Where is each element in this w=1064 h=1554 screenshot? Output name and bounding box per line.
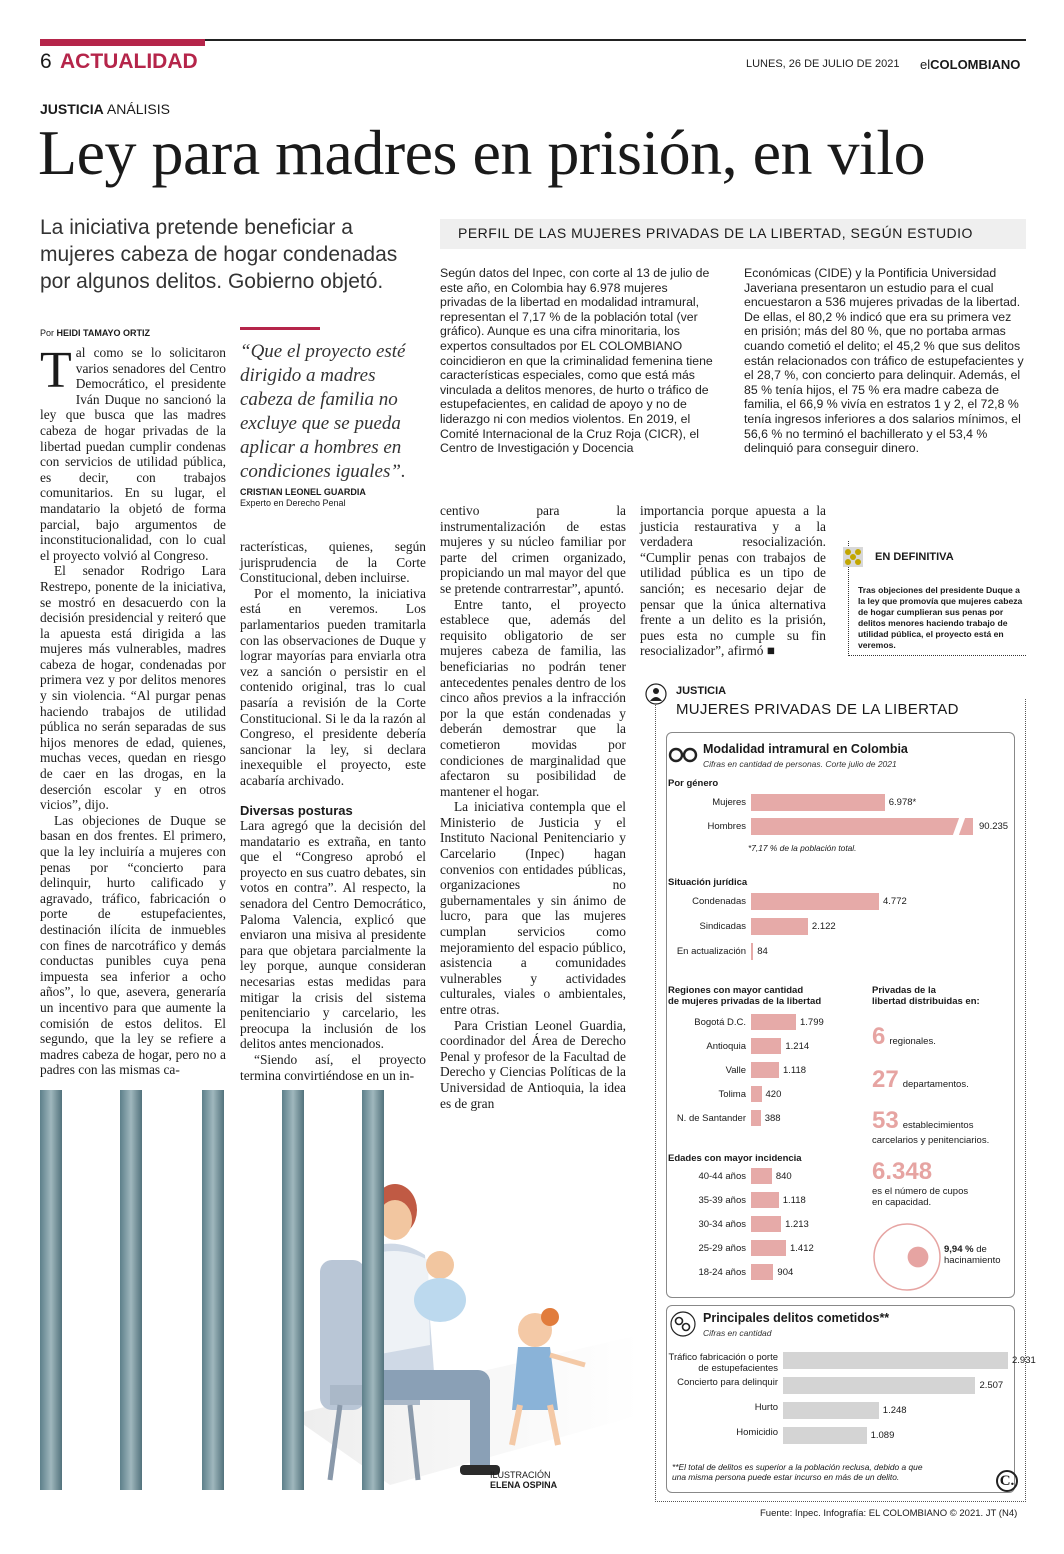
bar-value: 2.122 [811,921,836,932]
paragraph: “Siendo así, el proyecto termina convirtiéndose en un in- [240,1052,426,1083]
delitos-subtitle: Cifras en cantidad [703,1328,772,1338]
bar-value: 4.772 [883,896,907,907]
bar-label: Mujeres [712,797,746,808]
quote-author: CRISTIAN LEONEL GUARDIA [240,487,366,497]
paragraph: Para Cristian Leonel Guardia, coordinador del Área de Derecho Penal y profesor de la Facultad de Derecho y Ciencias Políticas de la Universidad de Antioquia, la idea es de gran [440,1017,626,1111]
genero-chart [668,794,1013,838]
drop-cap: T [40,342,72,399]
situacion-chart [668,893,1013,965]
delitos-title: Principales delitos cometidos** [703,1311,890,1325]
perfil-text-left: Según datos del Inpec, con corte al 13 de julio de este año, en Colombia hay 6.978 mujeres privadas de la libertad en modalidad intramural, representan el 7,17 % de la población total (ver gráfico). Aunque es una cifra minoritaria, los expertos consultados por EL COLOMBIANO coincidieron en que la criminalidad femenina tiene características especiales, como que está más vinculada a delitos menores, de hurto o tráfico de estupefacientes, en calidad de apoyo y no de liderazgo ni con medios violentos. En 2019, el Comité Internacional de la Cruz Roja (CICR), el Centro de Investigación y Docencia [440,266,713,456]
paragraph: Lara agregó que la decisión del mandatario es extraña, en tanto que el “Congreso aprobó el proyecto en sus cuatro debates, sin votos en contra”. Al respecto, la senadora del Centro Democrático, Paloma Valencia, explicó que enviaron una misiva al presidente para que objetara parcialmente la ley porque, aunque consideran necesarias estas medidas para mitigar la crisis del sistema penitenciario y carcelario, les preocupa la inclusión de los delitos antes mencionados. [240,818,426,1052]
bar-label: Tráfico fabricación o porte de estupefacientes [668,1352,778,1374]
bar-label: 25-29 años [698,1243,746,1254]
section-name: ACTUALIDAD [60,50,198,73]
bar [783,1352,1008,1369]
perfil-text-right: Económicas (CIDE) y la Pontificia Universidad Javeriana presentaron un estudio para el cual encuestaron a 536 mujeres privadas de la libertad. De ellas, el 80,2 % indicó que era su primera vez en prisión; más del 80 %, que no portaba armas cuando cometió el delito; el 45,2 % que sus delitos están relacionados con tráfico de estupefacientes y el 28,7 %, con concierto para delinquir. Además, el 85 % tenía hijos, el 75 % era madre cabeza de familia, el 66,9 % vivía en estratos 1 y 2, el 72,8 % tenía ingresos inferiores a dos salarios mínimos, el 56,6 % no terminó el bachillerato y el 53,4 % delinquió para conseguir dinero. [744,266,1024,456]
paragraph: racterísticas, quienes, según jurisprudencia de la Corte Constitucional, deben incluirse. [240,539,426,586]
bar [751,893,879,910]
illustration-credit: ILUSTRACIÓN ELENA OSPINA [490,1470,558,1490]
paragraph: Entre tanto, el proyecto establece que, además del requisito obligatorio de ser mujeres cabeza de familia, las beneficiarias no podrán tener antecedentes penales dentro de los cinco años previos a la infracción por la que están condenadas y deberán demostrar que la cometieron movidas por condiciones de marginalidad que afectaron su posibilidad de mantener el hogar. [440,596,626,799]
en-definitiva-text: Tras objeciones del presidente Duque a la ley que promovía que mujeres cabeza de hogar cumplieran sus penas por delitos menores haciendo trabajo de utilidad pública, el proyecto está en veremos. [858,585,1023,650]
regiones-chart [668,1014,858,1134]
distribucion-item: 6.348 es el número de cupos en capacidad. [872,1158,969,1208]
pull-quote: “Que el proyecto esté dirigido a madres cabeza de familia no excluye que se pueda aplicar a hombres en condiciones iguales”. [240,341,406,482]
bar [751,943,753,960]
hacinamiento-ring [874,1224,940,1290]
handcuffs-icon [668,745,698,765]
bar-value: 840 [775,1170,792,1182]
bar-label: Sindicadas [699,921,746,932]
bar [783,1427,867,1444]
paragraph: Por el momento, la iniciativa está en veremos. Los parlamentarios pueden tramitarla con las observaciones de Duque y lograr mayorías para enviarla otra vez a sanción o persistir en el contenido original, tras lo cual pasaría a revisión de la Corte Constitucional. Si le da la razón al Congreso, el presidente debería sancionar la ley, si declara inexequible el proyecto, este acabaría archivado. [240,585,426,788]
hacinamiento-chart [872,1222,942,1292]
paragraph: Las objeciones de Duque se basan en dos frentes. El primero, que la ley incluiría a mujeres con penas por “concierto para delinquir, hurto calificado y agravado, tráfico, fabricación o porte de estupefacientes, destinación ilícita de inmuebles con fines de narcotráfico y demás conductas punibles cuya pena impuesta sea inferior a ocho años”, lo que, asevera, generaría un incentivo para que aumente la comisión de estos delitos. El segundo, que la ley se refiere a madres cabeza de hogar, pero no a padres con las mismas ca- [40,812,226,1078]
bar-value: 2.931 [1012,1355,1036,1366]
bar-label: Bogotá D.C. [694,1017,746,1028]
paragraph: centivo para la instrumentalización de estas mujeres y su núcleo familiar por parte del crimen organizado, propiciando un mal mayor del que se pretende contrarrestar”, apuntó. [440,503,626,596]
bar-label: Hurto [754,1402,778,1413]
puzzle-icon [842,546,864,568]
perfil-title: PERFIL DE LAS MUJERES PRIVADAS DE LA LIBERTAD, SEGÚN ESTUDIO [458,225,973,241]
bar [751,1168,772,1184]
en-definitiva-title: EN DEFINITIVA [875,551,954,563]
bar-value: 1.118 [782,1064,807,1076]
bar [751,1014,796,1030]
bar-value: 6.978* [888,797,917,808]
infographic-title: MUJERES PRIVADAS DE LA LIBERTAD [676,701,959,718]
hacinamiento-dot [908,1247,929,1268]
bar [751,1264,773,1280]
paragraph: importancia porque apuesta a la justicia restaurativa y a la verdadera resocialización. “Cumplir penas con trabajos de utilidad pública es un tipo de sanción; es necesario dejar de pensar que la única alternativa frente a un delito es la prisión, pues esta no cumple su fin resocializador”, afirmó ■ [640,503,826,659]
bar-label: Tolima [718,1089,746,1100]
bar [751,794,885,811]
paragraph: Tal como se lo solicitaron varios senadores del Centro Democrático, el presidente Iván Duque no sancionó la ley que busca que las madres cabeza de hogar privadas de la libertad puedan cumplir condenas con servicios de utilidad pública, es decir, con trabajos comunitarios. En su lugar, el mandatario la objetó de forma parcial, bajo argumentos de inconstitucionalidad, con lo cual el proyecto volvió al Congreso. [40,342,226,563]
bar-label: N. de Santander [676,1113,746,1124]
bar [751,918,808,935]
distribucion-item: 53 establecimientos carcelarios y penitenciarios. [872,1107,990,1146]
bar-label: 18-24 años [698,1267,746,1278]
bar-label: 35-39 años [698,1195,746,1206]
bar [751,1192,779,1208]
modalidad-title: Modalidad intramural en Colombia [703,742,908,756]
distribucion-item: 6 regionales. [872,1023,936,1050]
infographic-kicker: JUSTICIA [676,685,727,697]
bar-label: 40-44 años [698,1171,746,1182]
bar-value: 1.412 [790,1242,814,1254]
bar [783,1377,975,1394]
person-icon [645,683,667,705]
article-kicker: JUSTICIA ANÁLISIS [40,101,170,117]
bar-value: 84 [757,946,768,957]
regiones-heading: Regiones con mayor cantidad de mujeres privadas de la libertad [668,985,822,1007]
gears-icon [670,1311,696,1337]
hacinamiento-label: 9,94 % de hacinamiento [944,1244,1001,1266]
delitos-chart [668,1352,1036,1452]
modalidad-subtitle: Cifras en cantidad de personas. Corte julio de 2021 [703,759,897,769]
article-column-4 [640,503,826,659]
bar-value: 2.507 [979,1380,1004,1391]
byline: Por HEIDI TAMAYO ORTIZ [40,328,151,338]
headline: Ley para madres en prisión, en vilo [38,117,926,188]
genero-note: *7,17 % de la población total. [748,843,857,853]
quote-rule [240,327,320,330]
article-column-3 [440,503,626,1111]
bar-value: 904 [777,1266,794,1278]
page-number: 6 [40,50,52,73]
bar-label: Antioquia [706,1041,746,1052]
bar-value: 420 [765,1088,782,1100]
edades-heading: Edades con mayor incidencia [668,1153,802,1164]
bar [751,1086,762,1102]
situacion-heading: Situación jurídica [668,877,748,888]
paragraph: La iniciativa contempla que el Ministerio de Justicia y el Instituto Nacional Penitenciario y Carcelario (Inpec) hagan convenios con entidades públicas, organizaciones no gubernamentales y sin ánimo de lucro, para que las mujeres cumplan servicios como mejoramiento del espacio público, asistencia a comunidades vulnerables y actividades culturales, viales o ambientales, entre otras. [440,799,626,1017]
bar-label: En actualización [676,946,746,957]
bar-label: Homicidio [736,1427,778,1438]
bar-label: Condenadas [692,896,746,907]
delitos-note: **El total de delitos es superior a la población reclusa, debido a que una misma persona puede estar incurso en más de un delito. [672,1462,923,1482]
bar-value: 388 [764,1112,781,1124]
subhead: Diversas posturas [240,802,353,818]
colombiano-logo: C. [996,1470,1018,1492]
bar-label: 30-34 años [698,1219,746,1230]
bar-label: Hombres [707,821,746,832]
bar-value: 1.118 [782,1194,806,1206]
perfil-title-bar [440,219,1026,249]
bar [751,1240,786,1256]
article-column-1 [40,342,226,1078]
bar [751,1062,779,1078]
bar-value: 1.089 [870,1430,895,1441]
bar [751,818,973,835]
publication-date: LUNES, 26 DE JULIO DE 2021 [746,58,900,70]
bar-value: 1.799 [800,1016,824,1028]
bar-label: Valle [725,1065,746,1076]
bar-value: 1.248 [882,1405,907,1416]
distribucion-item: 27 departamentos. [872,1066,969,1093]
genero-heading: Por género [668,778,719,789]
quote-author-role: Experto en Derecho Penal [240,498,346,508]
bar [751,1110,761,1126]
bar [783,1402,879,1419]
bar-value: 90.235 [979,821,1009,832]
distribucion-heading: Privadas de la libertad distribuidas en: [872,985,980,1007]
edades-chart [668,1168,858,1288]
article-column-2 [240,539,426,1083]
bar-label: Concierto para delinquir [677,1377,778,1388]
newspaper-brand: elCOLOMBIANO [920,57,1021,72]
illustration-mother-in-prison [30,1085,640,1500]
bar [751,1216,781,1232]
infographic-source: Fuente: Inpec. Infografía: EL COLOMBIANO © 2021. JT (N4) [760,1508,1018,1519]
bar-value: 1.214 [785,1040,810,1052]
section-accent-bar [40,39,205,46]
bar [751,1038,781,1054]
paragraph: El senador Rodrigo Lara Restrepo, ponente de la iniciativa, se mostró en desacuerdo con la decisión presidencial y reiteró que la apuesta está dirigida a las mujeres más vulnerables, madres cabeza de hogar, condenadas por primera vez y por delitos menores y sin violencia. “Al purgar penas haciendo trabajos de utilidad pública no serán separadas de sus hijos menores de edad, quienes, muchas veces, quedan en riesgo de caer en las drogas, en la deserción escolar y en otros vicios”, dijo. [40,563,226,813]
bar-value: 1.213 [785,1218,809,1230]
deck: La iniciativa pretende beneficiar a mujeres cabeza de hogar condenadas por algunos delitos. Gobierno objetó. [40,216,398,293]
